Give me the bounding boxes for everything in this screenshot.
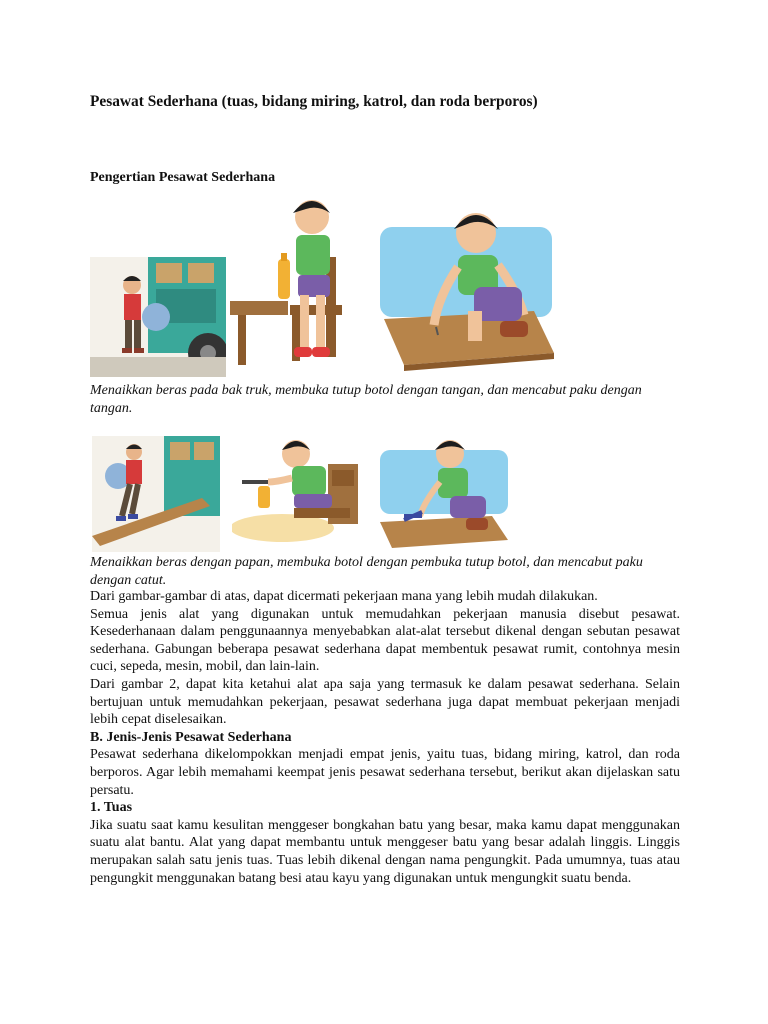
paragraph: Dari gambar-gambar di atas, dapat dicermati pekerjaan mana yang lebih mudah dilakukan. — [90, 589, 598, 604]
section-heading-jenis: B. Jenis-Jenis Pesawat Sederhana — [90, 729, 292, 745]
paragraph: Semua jenis alat yang digunakan untuk memudahkan pekerjaan manusia disebut pesawat. Kesederhanaan dalam penggunaannya menyebabkan alat-alat tersebut dikenal dengan sebutan pesawat sederhana. Gabungan beberapa pesawat sederhana dapat membentuk pesawat rumit, contohnya mesin cuci, sepeda, mesin, mobil, dan lain-lain. — [90, 606, 680, 675]
section-heading-tuas: 1. Tuas — [90, 800, 133, 816]
figure-2-caption: Menaikkan beras dengan papan, membuka botol dengan pembuka tutup botol, dan mencabut paku dengan catut. — [90, 555, 643, 588]
document-title: Pesawat Sederhana (tuas, bidang miring, katrol, dan roda berporos) — [90, 93, 538, 110]
illustration-plank-ramp — [92, 436, 220, 552]
illustration-pulling-nail-hand — [378, 203, 558, 375]
document-body — [90, 588, 680, 887]
illustration-opening-bottle-hand — [230, 195, 368, 377]
section-title: Pengertian Pesawat Sederhana — [90, 170, 276, 185]
paragraph: Dari gambar 2, dapat kita ketahui alat apa saja yang termasuk ke dalam pesawat sederhana. Selain bertujuan untuk memudahkan pekerjaan, pesawat sederhana juga dapat membuat pekerjaan menjadi lebih cepat diselesaikan. — [90, 676, 680, 728]
illustration-bottle-opener — [232, 436, 362, 546]
illustration-pliers-nail — [380, 436, 512, 550]
figure-1-caption: Menaikkan beras pada bak truk, membuka tutup botol dengan tangan, dan mencabut paku dengan tangan. — [90, 383, 642, 416]
paragraph: Pesawat sederhana dikelompokkan menjadi empat jenis, yaitu tuas, bidang miring, katrol, dan roda berporos. Agar lebih memahami keempat jenis pesawat sederhana tersebut, berikut akan dijelaskan satu persatu. — [90, 747, 680, 798]
paragraph: Jika suatu saat kamu kesulitan menggeser bongkahan batu yang besar, maka kamu dapat menggunakan suatu alat bantu. Alat yang dapat membantu untuk menggeser batu yang besar adalah linggis. Linggis merupakan salah satu jenis tuas. Tuas lebih dikenal dengan nama pengungkit. Pada umumnya, tuas atau pengungkit menggunakan batang besi atau kayu yang digunakan untuk mengungkit suatu benda. — [90, 817, 680, 886]
illustration-truck-lifting — [90, 257, 226, 377]
